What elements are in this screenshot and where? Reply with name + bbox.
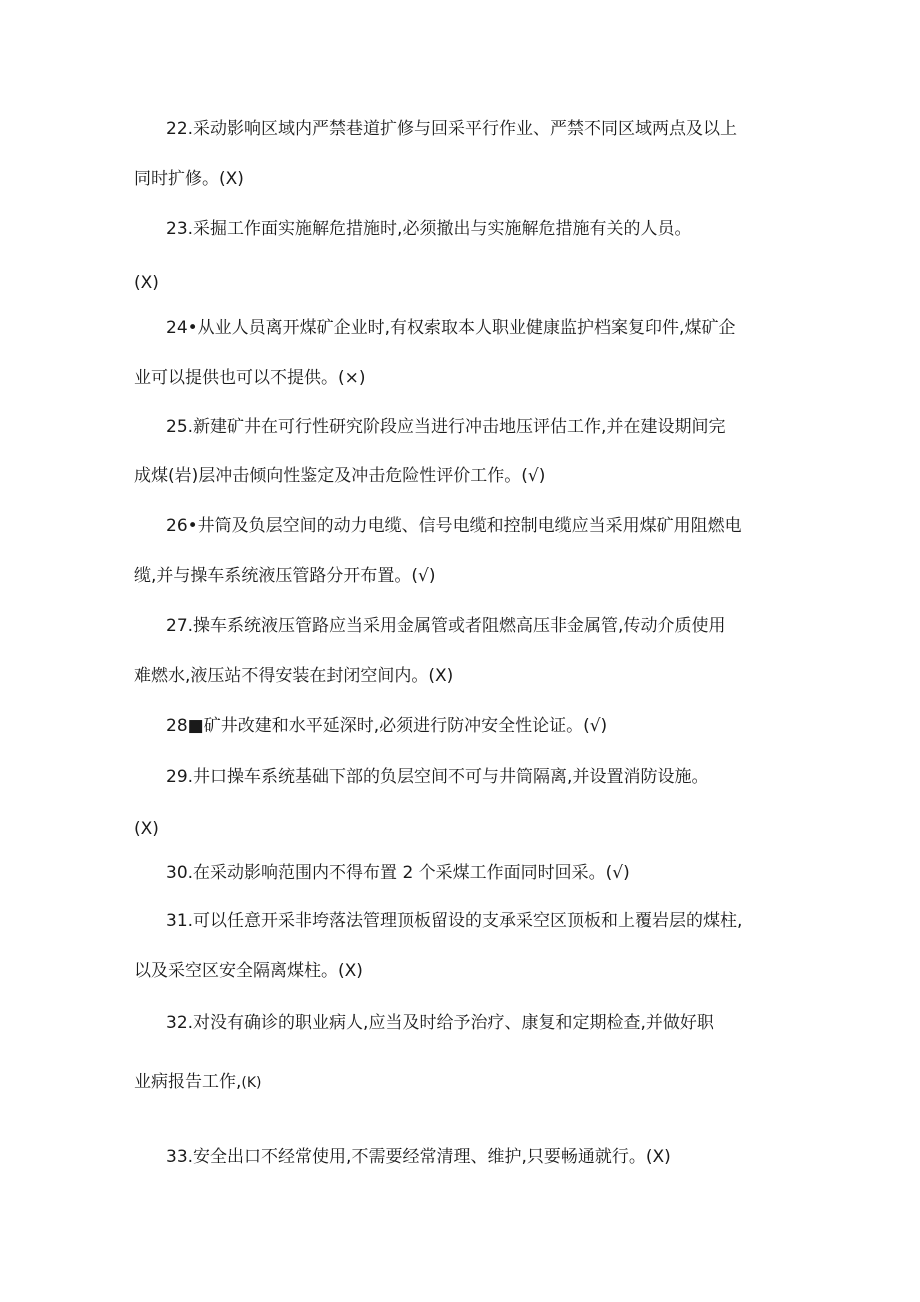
question-28-line-1: 28■矿井改建和水平延深时,必须进行防冲安全性论证。(√) — [166, 716, 608, 736]
question-27-line-1: 27.操车系统液压管路应当采用金属管或者阻燃高压非金属管,传动介质使用 — [166, 616, 726, 636]
question-24-line-2: 业可以提供也可以不提供。(×) — [134, 368, 366, 388]
question-25-line-2: 成煤(岩)层冲击倾向性鉴定及冲击危险性评价工作。(√) — [134, 466, 546, 486]
question-29-line-1: 29.井口操车系统基础下部的负层空间不可与井筒隔离,并设置消防设施。 — [166, 767, 709, 787]
question-22-line-2: 同时扩修。(X) — [134, 169, 244, 189]
question-23-line-1: 23.采掘工作面实施解危措施时,必须撤出与实施解危措施有关的人员。 — [166, 219, 692, 239]
question-29-line-2: (X) — [134, 819, 159, 839]
question-26-line-1: 26•井筒及负层空间的动力电缆、信号电缆和控制电缆应当采用煤矿用阻燃电 — [166, 516, 742, 536]
question-24-line-1: 24•从业人员离开煤矿企业时,有权索取本人职业健康监护档案复印件,煤矿企 — [166, 318, 736, 338]
question-32-answer-mark: (K) — [241, 1075, 262, 1091]
question-32-line-2 — [134, 1071, 262, 1094]
question-32-line-1: 32.对没有确诊的职业病人,应当及时给予治疗、康复和定期检查,并做好职 — [166, 1013, 714, 1033]
question-27-line-2: 难燃水,液压站不得安装在封闭空间内。(X) — [134, 666, 454, 686]
question-25-line-1: 25.新建矿井在可行性研究阶段应当进行冲击地压评估工作,并在建设期间完 — [166, 417, 726, 437]
question-26-line-2: 缆,并与操车系统液压管路分开布置。(√) — [134, 566, 436, 586]
question-32-line-2-text: 业病报告工作, — [134, 1072, 242, 1092]
question-30-line-1: 30.在采动影响范围内不得布置 2 个采煤工作面同时回采。(√) — [166, 863, 630, 883]
question-22-line-1: 22.采动影响区域内严禁巷道扩修与回采平行作业、严禁不同区域两点及以上 — [166, 119, 738, 139]
question-31-line-2: 以及采空区安全隔离煤柱。(X) — [134, 961, 363, 981]
question-31-line-1: 31.可以任意开采非垮落法管理顶板留设的支承采空区顶板和上覆岩层的煤柱, — [166, 911, 743, 931]
question-23-line-2: (X) — [134, 273, 159, 293]
question-33-line-1: 33.安全出口不经常使用,不需要经常清理、维护,只要畅通就行。(X) — [166, 1147, 671, 1167]
